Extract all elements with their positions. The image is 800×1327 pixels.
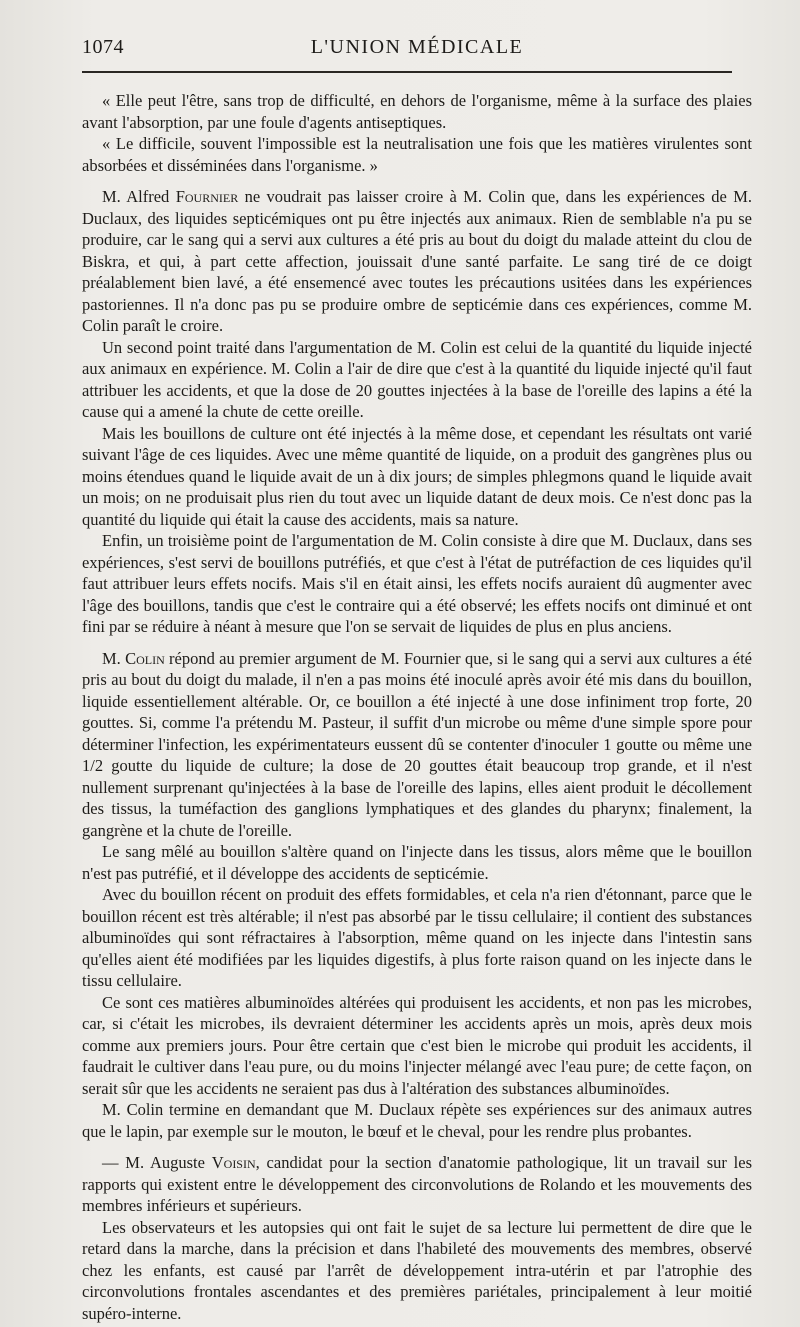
paragraph: Mais les bouillons de culture ont été injectés à la même dose, et cependant les résultats ont varié suivant l'âge de ces liquides. Avec une même quantité de liquide, on a produit des gangrènes plus ou moins étendues quand le liquide avait de un à dix jours; de simples phlegmons quand le liquide avait un mois; on ne produisait plus rien du tout avec un liquide datant de deux mois. Ce n'est donc pas la quantité du liquide qui était la cause des accidents, mais sa nature.	[82, 423, 752, 529]
paragraph: Avec du bouillon récent on produit des effets formidables, et cela n'a rien d'étonnant, parce que le bouillon récent est très altérable; il n'est pas absorbé par le tissu cellulaire; il contient des substances albuminoïdes qui sont réfractaires à l'absorption, même quand on les injecte dans l'intestin sans qu'elles aient été modifiées par les liquides digestifs, à plus forte raison quand on les injecte dans le tissu cellulaire.	[82, 885, 752, 990]
paragraph: Un second point traité dans l'argumentation de M. Colin est celui de la quantité du liquide injecté aux animaux en expérience. M. Colin a l'air de dire que c'est à la quantité du liquide injecté qu'il faut attribuer les accidents, et que la dose de 20 gouttes injectées à la base de l'oreille des lapins a été la cause qui a amené la chute de cette oreille.	[82, 337, 752, 421]
header-rule	[82, 71, 732, 73]
paragraph: Enfin, un troisième point de l'argumentation de M. Colin consiste à dire que M. Duclaux, dans ses expériences, s'est servi de bouillons putréfiés, et que c'est à l'état de putréfaction de ces liquides qu'il faut attribuer leurs effets nocifs. Mais s'il en était ainsi, les effets nocifs auraient dû augmenter avec l'âge des bouillons, tandis que c'est le contraire qui a été observé; les effets nocifs ont diminué et ont fini par se réduire à néant à mesure que l'on se servait de liquides de plus en plus anciens.	[82, 531, 752, 636]
speaker-name: Fournier	[175, 187, 239, 206]
speaker-name: Voisin	[211, 1153, 256, 1172]
paragraph: Le sang mêlé au bouillon s'altère quand on l'injecte dans les tissus, alors même que le bouillon n'est pas putréfié, et il développe des accidents de septicémie.	[82, 842, 752, 883]
paragraph: — M. Auguste Voisin, candidat pour la section d'anatomie pathologique, lit un travail sur les rapports qui existent entre le développement des circonvolutions de Rolando et les mouvements des membres inférieurs et supérieurs.	[82, 1153, 753, 1215]
paragraph: Ce sont ces matières albuminoïdes altérées qui produisent les accidents, et non pas les microbes, car, si c'était les microbes, ils devraient déterminer les accidents après un mois, après deux mois comme aux premiers jours. Pour être certain que c'est bien le microbe qui produit les accidents, il faudrait le cultiver dans l'eau pure, ou du moins l'injecter mélangé avec l'eau pure; de cette façon, on serait sûr que les accidents ne seraient pas dus à l'altération des substances albuminoïdes.	[82, 992, 752, 1098]
paragraph: « Le difficile, souvent l'impossible est la neutralisation une fois que les matières virulentes sont absorbées et disséminées dans l'organisme. »	[82, 134, 752, 175]
running-title: L'UNION MÉDICALE	[310, 36, 524, 58]
article-body	[82, 90, 752, 1324]
paragraph: M. Colin répond au premier argument de M. Fournier que, si le sang qui a servi aux cultures a été pris au bout du doigt du malade, il n'en a pas moins été inoculé après avoir été mis dans du bouillon, liquide essentiellement altérable. Or, ce bouillon a été injecté à une dose infiniment trop forte, 20 gouttes. Si, comme l'a prétendu M. Pasteur, il suffit d'un microbe ou même d'une simple spore pour déterminer l'infection, les expérimentateurs eussent dû se contenter d'inoculer 1 goutte ou même une 1/2 goutte du liquide de culture; la dose de 20 gouttes était beaucoup trop grande, et il n'est nullement surprenant qu'injectées à la base de l'oreille des lapins, elles aient produit le décollement des tissus, la tuméfaction des ganglions lymphatiques et des glandes du pharynx; finalement, la gangrène et la chute de l'oreille.	[82, 648, 753, 840]
speaker-name: Colin	[125, 648, 165, 668]
page-number: 1074	[82, 36, 124, 58]
page-header	[82, 36, 752, 60]
paragraph: « Elle peut l'être, sans trop de difficulté, en dehors de l'organisme, même à la surface des plaies avant l'absorption, par une foule d'agents antiseptiques.	[82, 91, 752, 132]
paragraph: M. Colin termine en demandant que M. Duclaux répète ses expériences sur des animaux autres que le lapin, par exemple sur le mouton, le bœuf et le cheval, pour les rendre plus probantes.	[82, 1100, 752, 1141]
paragraph: Les observateurs et les autopsies qui ont fait le sujet de sa lecture lui permettent de dire que le retard dans la marche, dans la précision et dans l'habileté des mouvements des membres, observé chez les enfants, est causé par l'arrêt de développement intra-utérin et par l'atrophie des circonvolutions frontales ascendantes et des premières pariétales, principalement à leur moitié supéro-interne.	[82, 1217, 752, 1323]
paragraph: M. Alfred Fournier ne voudrait pas laisser croire à M. Colin que, dans les expériences de M. Duclaux, des liquides septicémiques ont pu être injectés aux animaux. Rien de semblable n'a pu se produire, car le sang qui a servi aux cultures a été pris au bout du doigt du malade atteint du clou de Biskra, et qui, à part cette affection, jouissait d'une santé parfaite. Le sang tiré de ce doigt préalablement bien lavé, a été ensemencé avec toutes les précautions usitées dans les expériences pastoriennes. Il n'a donc pas pu se produire ombre de septicémie dans ces expériences, comme M. Colin paraît le croire.	[82, 187, 753, 335]
